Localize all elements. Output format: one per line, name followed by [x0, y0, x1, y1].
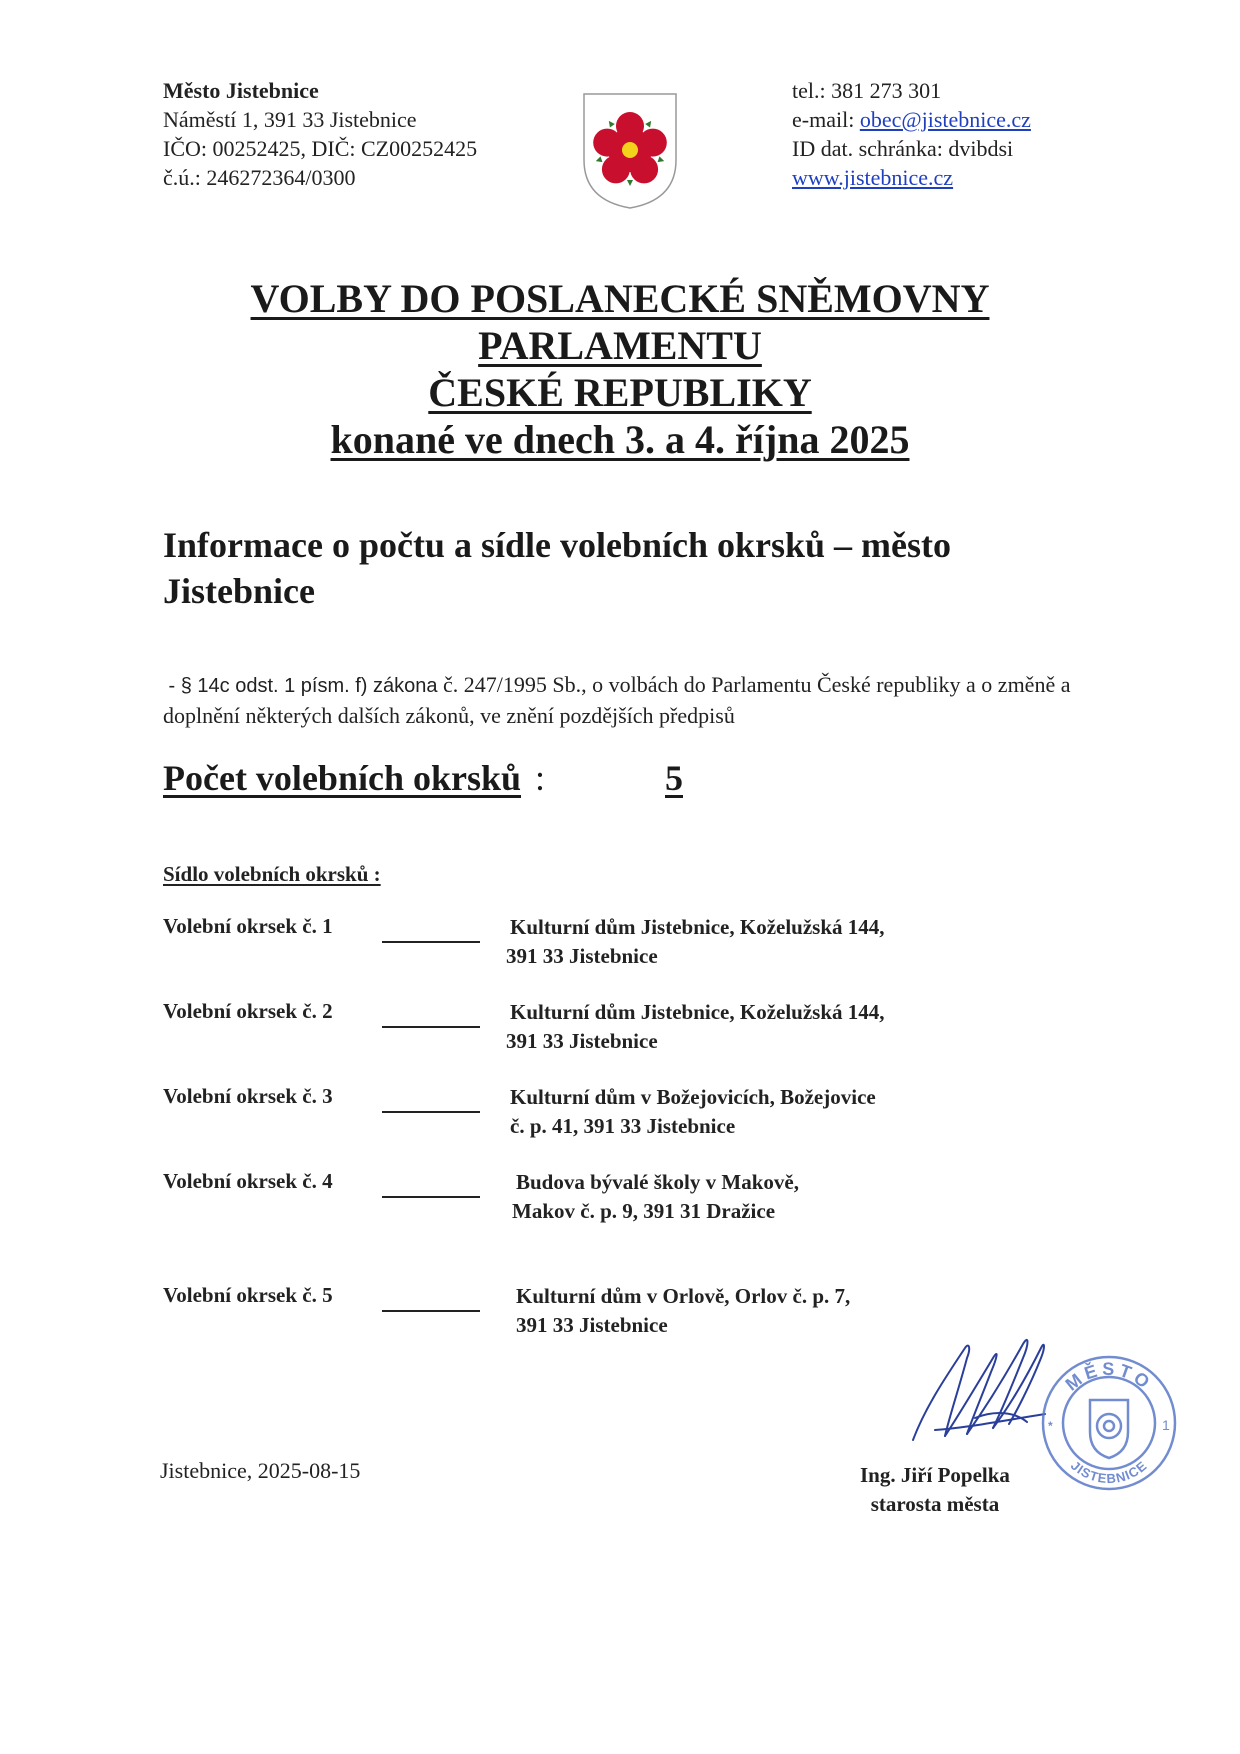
district-2-address-line-2: 391 33 Jistebnice [506, 1029, 658, 1053]
org-databox: ID dat. schránka: dvibdsi [792, 136, 1014, 161]
district-3-address [510, 1083, 876, 1141]
stamp-number: 1 [1162, 1417, 1170, 1433]
district-1-label: Volební okrsek č. 1 [163, 914, 333, 938]
title-line-3: ČESKÉ REPUBLIKY [428, 370, 812, 415]
signer-name: Ing. Jiří Popelka [860, 1463, 1010, 1487]
email-link[interactable]: obec@jistebnice.cz [859, 107, 1031, 132]
district-3-address-line-1: Kulturní dům v Božejovicích, Božejovice [510, 1085, 876, 1109]
district-2-address [506, 998, 885, 1056]
district-2-address-line-1: Kulturní dům Jistebnice, Koželužská 144, [510, 1000, 885, 1024]
info-heading: Informace o počtu a sídle volebních okrsků – město Jistebnice [163, 525, 952, 611]
website-link[interactable]: www.jistebnice.cz [792, 165, 954, 190]
org-email-row [792, 105, 1031, 134]
org-ids: IČO: 00252425, DIČ: CZ00252425 [163, 136, 478, 161]
district-count-value: 5 [665, 758, 683, 798]
letterhead-right [792, 76, 1031, 192]
city-crest-rose-icon [580, 90, 680, 212]
district-1-address-line-1: Kulturní dům Jistebnice, Koželužská 144, [510, 915, 885, 939]
stamp-bottom-text: JISTEBNICE [1067, 1457, 1151, 1487]
title-line-2: PARLAMENTU [478, 323, 762, 368]
district-2-label: Volební okrsek č. 2 [163, 999, 333, 1023]
email-label: e-mail: [792, 107, 860, 132]
svg-text:MĚSTO [1062, 1359, 1157, 1395]
org-phone: tel.: 381 273 301 [792, 78, 942, 103]
district-5-label: Volební okrsek č. 5 [163, 1283, 333, 1307]
org-name: Město Jistebnice [163, 78, 319, 103]
letterhead-left [163, 76, 477, 192]
signer-title: starosta města [870, 1492, 1000, 1516]
district-1-address-line-2: 391 33 Jistebnice [506, 944, 658, 968]
title-line-1: VOLBY DO POSLANECKÉ SNĚMOVNY [250, 276, 990, 321]
org-account: č.ú.: 246272364/0300 [163, 165, 356, 190]
district-5-line [382, 1310, 480, 1312]
district-4-address [512, 1168, 799, 1226]
law-prefix: - § 14c odst. 1 písm. f) zákona [168, 675, 438, 697]
district-2-line [382, 1026, 480, 1028]
district-5-address-line-2: 391 33 Jistebnice [516, 1313, 668, 1337]
district-4-address-line-1: Budova bývalé školy v Makově, [516, 1170, 799, 1194]
district-4-line [382, 1196, 480, 1198]
law-text: č. 247/1995 Sb., o volbách do Parlamentu České republiky a o změně a doplnění některých dalších zákonů, ve znění pozdějších předpisů [163, 672, 1071, 728]
district-3-address-line-2: č. p. 41, 391 33 Jistebnice [510, 1114, 736, 1138]
district-1-address [506, 913, 885, 971]
district-count-text: Počet volebních okrsků [163, 758, 522, 798]
stamp-top-text: MĚSTO [1061, 1358, 1157, 1395]
place-and-date: Jistebnice, 2025-08-15 [160, 1458, 361, 1483]
election-title [0, 275, 1240, 463]
district-count-label [163, 757, 545, 799]
law-reference [163, 670, 1123, 730]
title-line-4: konané ve dnech 3. a 4. října 2025 [330, 417, 910, 462]
district-1-line [382, 941, 480, 943]
district-count-colon: : [535, 758, 546, 798]
district-5-address [516, 1282, 850, 1340]
district-4-label: Volební okrsek č. 4 [163, 1169, 333, 1193]
district-5-address-line-1: Kulturní dům v Orlově, Orlov č. p. 7, [516, 1284, 851, 1308]
seats-heading: Sídlo volebních okrsků : [163, 862, 381, 886]
handwritten-signature [905, 1318, 1050, 1448]
district-3-label: Volební okrsek č. 3 [163, 1084, 333, 1108]
signer-block [860, 1461, 1010, 1519]
org-address: Náměstí 1, 391 33 Jistebnice [163, 107, 417, 132]
svg-text:*: * [1048, 1419, 1053, 1433]
official-stamp [1034, 1348, 1184, 1498]
district-3-line [382, 1111, 480, 1113]
district-4-address-line-2: Makov č. p. 9, 391 31 Dražice [512, 1199, 776, 1223]
